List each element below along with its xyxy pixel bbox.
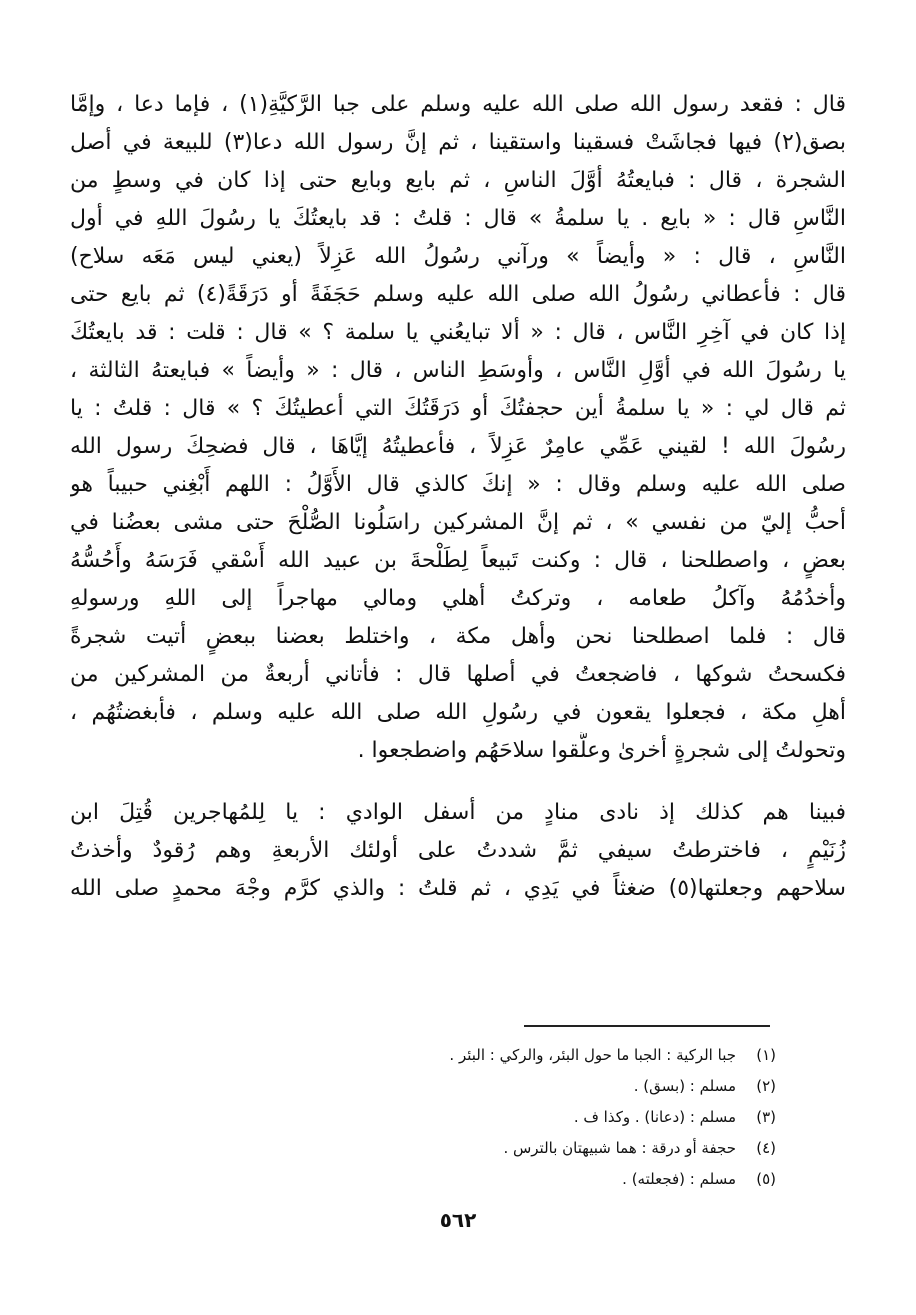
footnote-separator bbox=[524, 1025, 770, 1027]
text-line: قال : فأعطاني رسُولُ الله صلى الله عليه وسلم حَجَفَةً أو دَرَقَةً(٤) ثم بايع حتى bbox=[70, 282, 846, 307]
text-line: أحبُّ إليّ من نفسي » ، ثم إنَّ المشركين راسَلُونا الصُّلْحَ حتى مشى بعضُنا في bbox=[70, 510, 846, 535]
text-line: زُنَيْمٍ ، فاخترطتُ سيفي ثمَّ شددتُ على أولئك الأربعةِ وهم رُقودٌ وأخذتُ bbox=[70, 838, 846, 863]
text-line: الشجرة ، قال : فبايعتُهُ أوَّلَ الناسِ ، ثم بايع وبايع حتى إذا كان في وسطٍ من bbox=[70, 168, 846, 193]
footnote-number: (٤) bbox=[756, 1139, 776, 1157]
footnote bbox=[356, 1102, 776, 1133]
text-line: بعضٍ ، واصطلحنا ، قال : وكنت تَبيعاً لِطَلْحةَ بن عبيد الله أَسْقي فَرَسَهُ وأَحُسُّهُ bbox=[70, 548, 846, 573]
footnote-text: جبا الركية : الجبا ما حول البئر، والركي : البئر . bbox=[449, 1046, 736, 1064]
text-line: صلى الله عليه وسلم وقال : « إنكَ كالذي قال الأَوَّلُ : اللهم أَبْغِني حبيباً هو bbox=[70, 472, 846, 497]
footnote bbox=[356, 1164, 776, 1195]
text-line: أهلِ مكة ، فجعلوا يقعون في رسُولِ الله صلى الله عليه وسلم ، فأبغضتُهُم ، bbox=[70, 700, 846, 725]
text-line: يا رسُولَ الله في أوَّلِ النَّاس ، وأوسَطِ الناس ، قال : « وأيضاً » فبايعتهُ الثالثة ، bbox=[70, 358, 846, 383]
text-line: ثم قال لي : « يا سلمةُ أين حجفتُكَ أو دَرَقَتُكَ التي أعطيتُكَ ؟ » قال : قلتُ : يا bbox=[70, 396, 846, 421]
text-line: سلاحهم وجعلتها(٥) ضغثاً في يَدِي ، ثم قلتُ : والذي كرَّم وجْهَ محمدٍ صلى الله bbox=[70, 876, 846, 901]
footnote-number: (١) bbox=[756, 1046, 776, 1064]
footnote-text: مسلم : (دعانا) . وكذا ف . bbox=[573, 1108, 736, 1126]
footnote bbox=[356, 1071, 776, 1102]
text-line: النَّاسِ ، قال : « وأيضاً » ورآني رسُولُ الله عَزِلاً (يعني ليس مَعَه سلاح) bbox=[70, 244, 846, 269]
footnote-number: (٢) bbox=[756, 1077, 776, 1095]
text-line: بصق(٢) فيها فجاشَتْ فسقينا واستقينا ، ثم إنَّ رسول الله دعا(٣) للبيعة في أصل bbox=[70, 130, 846, 155]
text-line: قال : فلما اصطلحنا نحن وأهل مكة ، واختلط بعضنا ببعضٍ أتيت شجرةً bbox=[70, 624, 846, 649]
text-line: وتحولتُ إلى شجرةٍ أخرىٰ وعلَّقوا سلاحَهُم واضطجعوا . bbox=[357, 738, 846, 763]
text-line: قال : فقعد رسول الله صلى الله عليه وسلم على جبا الرَّكيَّةِ(١) ، فإما دعا ، وإمَّا bbox=[70, 92, 846, 117]
text-line: فكسحتُ شوكها ، فاضجعتُ في أصلها قال : فأتاني أربعةٌ من المشركين من bbox=[70, 662, 846, 687]
footnote-number: (٣) bbox=[756, 1108, 776, 1126]
text-line: إذا كان في آخِرِ النَّاس ، قال : « ألا تبايعُني يا سلمة ؟ » قال : قلت : قد بايعتُكَ bbox=[70, 320, 846, 345]
footnote-text: مسلم : (فجعلته) . bbox=[622, 1170, 736, 1188]
footnote-number: (٥) bbox=[756, 1170, 776, 1188]
text-line: رسُولَ الله ! لقيني عَمِّي عامِرٌ عَزِلاً ، فأعطيتُهُ إيَّاهَا ، قال فضحِكَ رسول الله bbox=[70, 434, 846, 459]
footnote-text: مسلم : (بسق) . bbox=[633, 1077, 736, 1095]
paragraph-gap bbox=[70, 770, 846, 794]
footnote bbox=[356, 1133, 776, 1164]
text-line: النَّاسِ قال : « بايع . يا سلمةُ » قال : قلتُ : قد بايعتُكَ يا رسُولَ اللهِ في أول bbox=[70, 206, 846, 231]
page-number: ٥٦٢ bbox=[439, 1208, 477, 1232]
footnote bbox=[356, 1040, 776, 1071]
footnotes bbox=[356, 1040, 776, 1195]
main-text bbox=[70, 86, 846, 908]
footnote-text: حجفة أو درقة : هما شبيهتان بالترس . bbox=[503, 1139, 736, 1157]
text-line: فبينا هم كذلك إذ نادى منادٍ من أسفل الوادي : يا لِلمُهاجرين قُتِلَ ابن bbox=[70, 800, 846, 825]
text-line: وأخدُمُهُ وآكلُ طعامه ، وتركتُ أهلي ومالي مهاجراً إلى اللهِ ورسولهِ bbox=[70, 586, 846, 611]
